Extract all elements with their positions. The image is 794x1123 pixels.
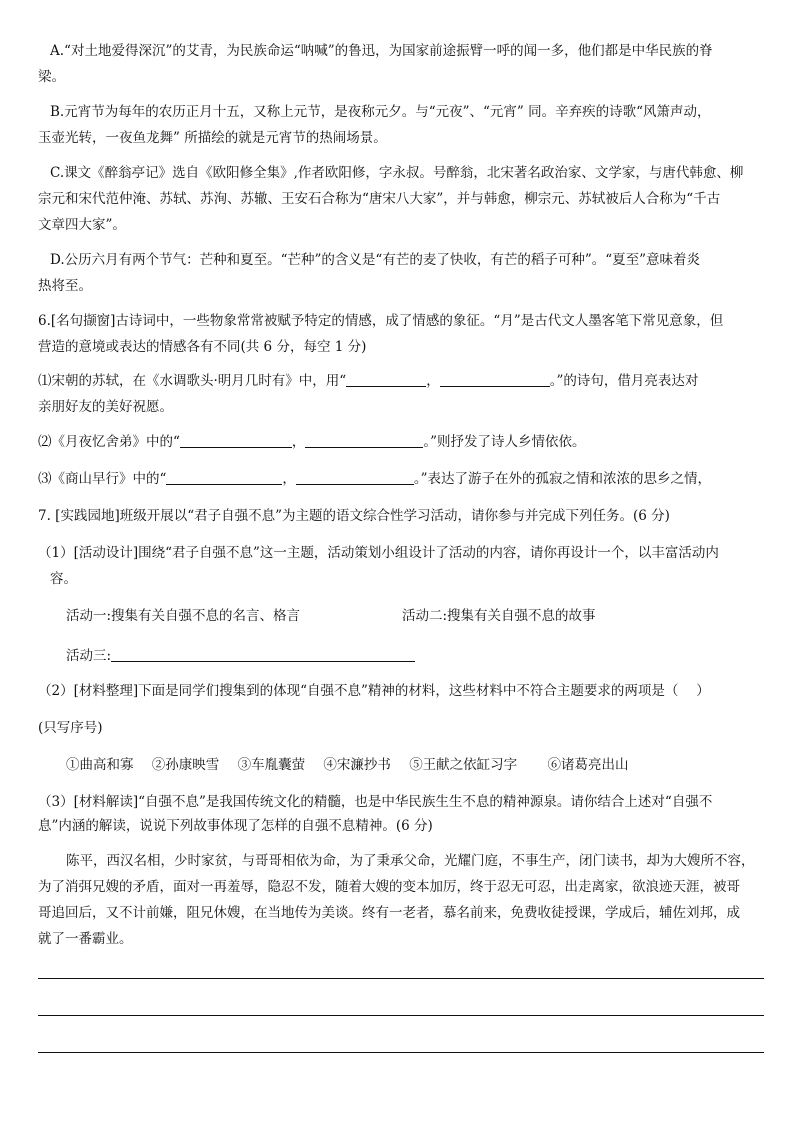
answer-blank-3[interactable]: [180, 432, 292, 448]
story-line-4: 就了一番霸业。: [38, 931, 133, 947]
q7-part1-line1: （1）[活动设计]围绕“君子自强不息”这一主题，活动策划小组设计了活动的内容，请你再设计一个，以丰富活动内: [38, 545, 719, 561]
q7-title: 7. [实践园地]班级开展以“君子自强不息”为主题的语文综合性学习活动，请你参与并完成下列任务。(6 分): [38, 508, 670, 524]
material-option: ⑥诸葛亮出山: [547, 757, 629, 773]
q7-part2-line1: （2）[材料整理]下面是同学们搜集到的体现“自强不息”精神的材料，这些材料中不符合主题要求的两项是（ ）: [38, 683, 710, 699]
q7-part3-line2: 息”内涵的解读，说说下列故事体现了怎样的自强不息精神。(6 分): [38, 818, 433, 834]
q5-option-d-line1: D.公历六月有两个节气：芒种和夏至。“芒种”的含义是“有芒的麦了快收，有芒的稻子可种”。“夏至”意味着炎: [50, 252, 701, 268]
activity-3: [66, 643, 415, 670]
answer-blank-1[interactable]: [346, 371, 426, 387]
q5-option-d-line2: 热将至。: [38, 278, 92, 294]
q5-option-c-line2: 宗元和宋代范仲淹、苏轼、苏洵、苏辙、王安石合称为“唐宋八大家”，并与韩愈，柳宗元、苏轼被后人合称为“千古: [38, 191, 721, 207]
q6-title-line2: 营造的意境或表达的情感各有不同(共 6 分，每空 1 分): [38, 339, 367, 355]
q6-item-1-suffix: 。”的诗句，借月亮表达对: [549, 373, 699, 389]
answer-line-1[interactable]: [38, 978, 764, 979]
material-option: ⑤王献之依缸习字: [409, 757, 518, 773]
answer-blank-4[interactable]: [305, 432, 423, 448]
material-option: ①曲高和寡: [66, 757, 134, 773]
q6-item-2-suffix: 。”则抒发了诗人乡情依依。: [423, 434, 586, 450]
material-option: ③车胤囊萤: [237, 757, 306, 773]
q5-option-c-line1: C.课文《醉翁亭记》选自《欧阳修全集》,作者欧阳修，字永叔。号醉翁，北宋著名政治家、文学家，与唐代韩愈、柳: [50, 165, 744, 181]
q5-option-c-line3: 文章四大家”。: [38, 217, 126, 233]
answer-blank-2[interactable]: [440, 371, 550, 387]
material-options: [66, 752, 642, 779]
q6-title-line1: 6.[名句撷窗]古诗词中，一些物象常常被赋予特定的情感，成了情感的象征。“月”是古代文人墨客笔下常见意象，但: [38, 313, 724, 329]
story-line-3: 哥追回后，又不计前嫌，阻兄休嫂，在当地传为美谈。终有一老者，慕名前来，免费收徒授课，学成后，辅佐刘邦，成: [38, 905, 740, 921]
q6-item-1-line2: 亲朋好友的美好祝愿。: [38, 399, 173, 415]
comma: ，: [291, 434, 306, 450]
q5-option-b-line1: B.元宵节为每年的农历正月十五，又称上元节，是夜称元夕。与“元夜”、“元宵” 同。辛弃疾的诗歌“风箫声动，: [50, 104, 711, 120]
q6-item-2-prefix: ⑵《月夜忆舍弟》中的“: [38, 434, 180, 450]
q6-item-2: [38, 429, 586, 456]
activity-2: 活动二:搜集有关自强不息的故事: [402, 608, 596, 624]
q5-option-b-line2: 玉壶光转，一夜鱼龙舞” 所描绘的就是元宵节的热闹场景。: [38, 130, 387, 146]
story-line-1: 陈平，西汉名相，少时家贫，与哥哥相依为命，为了秉承父命，光耀门庭，不事生产，闭门读书，却为大嫂所不容，: [66, 853, 755, 869]
activity-3-answer-blank[interactable]: [111, 646, 415, 662]
answer-line-2[interactable]: [38, 1015, 764, 1016]
q6-item-3-prefix: ⑶《商山早行》中的“: [38, 471, 167, 487]
q6-item-3: [38, 466, 711, 493]
q7-part1-line2: 容。: [50, 571, 77, 587]
q6-item-3-suffix: 。”表达了游子在外的孤寂之情和浓浓的思乡之情，: [413, 471, 712, 487]
activity-3-label: 活动三:: [66, 648, 112, 664]
q5-option-a-line2: 梁。: [38, 69, 65, 85]
q5-option-a-line1: A.“对土地爱得深沉”的艾青，为民族命运“呐喊”的鲁迅，为国家前途振臂一呼的闻一多，他们都是中华民族的脊: [50, 43, 713, 59]
comma: ，: [426, 373, 440, 389]
q7-part2-line2: (只写序号): [38, 720, 103, 736]
story-line-2: 为了消弭兄嫂的矛盾，面对一再羞辱，隐忍不发，随着大嫂的变本加厉，终于忍无可忍，出走离家，欲浪迹天涯，被哥: [38, 879, 740, 895]
answer-line-3[interactable]: [38, 1052, 764, 1053]
answer-blank-5[interactable]: [166, 469, 282, 485]
q6-item-1-prefix: ⑴宋朝的苏轼，在《水调歌头·明月几时有》中，用“: [38, 373, 347, 389]
comma: ，: [282, 471, 296, 487]
material-option: ②孙康映雪: [151, 757, 220, 773]
material-option: ④宋濂抄书: [323, 757, 391, 773]
q6-item-1: [38, 368, 698, 395]
activity-1: 活动一:搜集有关自强不息的名言、格言: [66, 608, 301, 624]
q7-part3-line1: （3）[材料解读]“自强不息”是我国传统文化的精髓，也是中华民族生生不息的精神源泉。请你结合上述对“自强不: [38, 794, 713, 810]
answer-blank-6[interactable]: [296, 469, 414, 485]
